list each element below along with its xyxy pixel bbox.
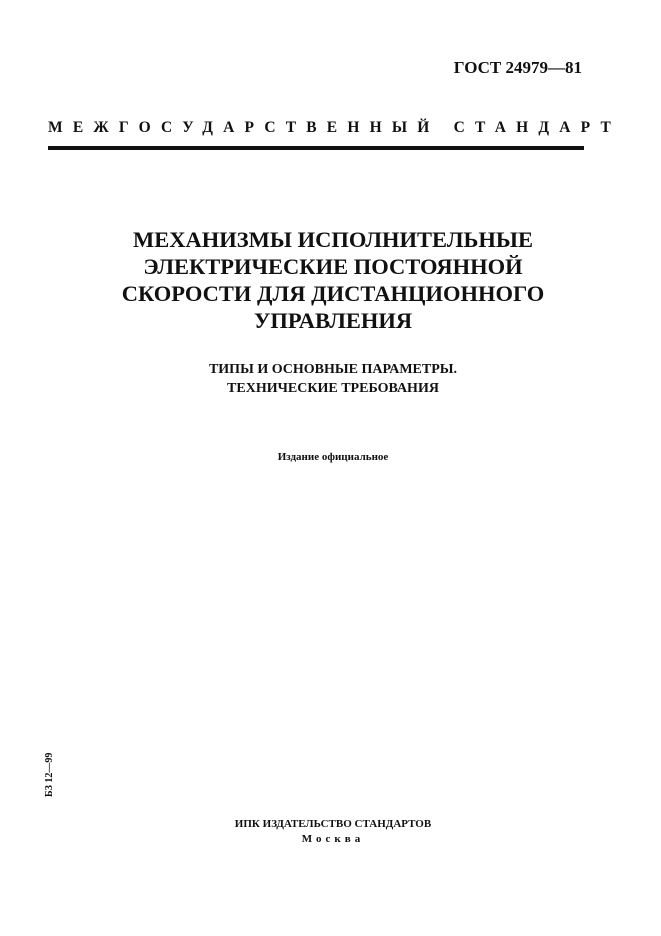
title-line: УПРАВЛЕНИЯ — [253, 308, 413, 333]
title-line: ЭЛЕКТРИЧЕСКИЕ ПОСТОЯННОЙ — [143, 254, 523, 279]
title-line: СКОРОСТИ ДЛЯ ДИСТАНЦИОННОГО — [121, 281, 545, 306]
title-line: МЕХАНИЗМЫ ИСПОЛНИТЕЛЬНЫЕ — [133, 227, 533, 252]
standard-type-banner: МЕЖГОСУДАРСТВЕННЫЙ СТАНДАРТ — [48, 119, 622, 136]
subtitle-line: ТЕХНИЧЕСКИЕ ТРЕБОВАНИЯ — [227, 381, 439, 396]
publisher-city: Москва — [301, 833, 365, 845]
subtitle-line: ТИПЫ И ОСНОВНЫЕ ПАРАМЕТРЫ. — [208, 362, 458, 377]
publisher-name: ИПК ИЗДАТЕЛЬСТВО СТАНДАРТОВ — [234, 818, 432, 830]
edition-label: Издание официальное — [277, 451, 389, 463]
document-subtitle — [48, 360, 618, 398]
document-title — [48, 226, 618, 334]
gost-code: ГОСТ 24979—81 — [453, 58, 582, 77]
side-note: БЗ 12—99 — [44, 752, 55, 797]
header-rule — [48, 146, 584, 150]
publisher-block — [48, 817, 618, 847]
